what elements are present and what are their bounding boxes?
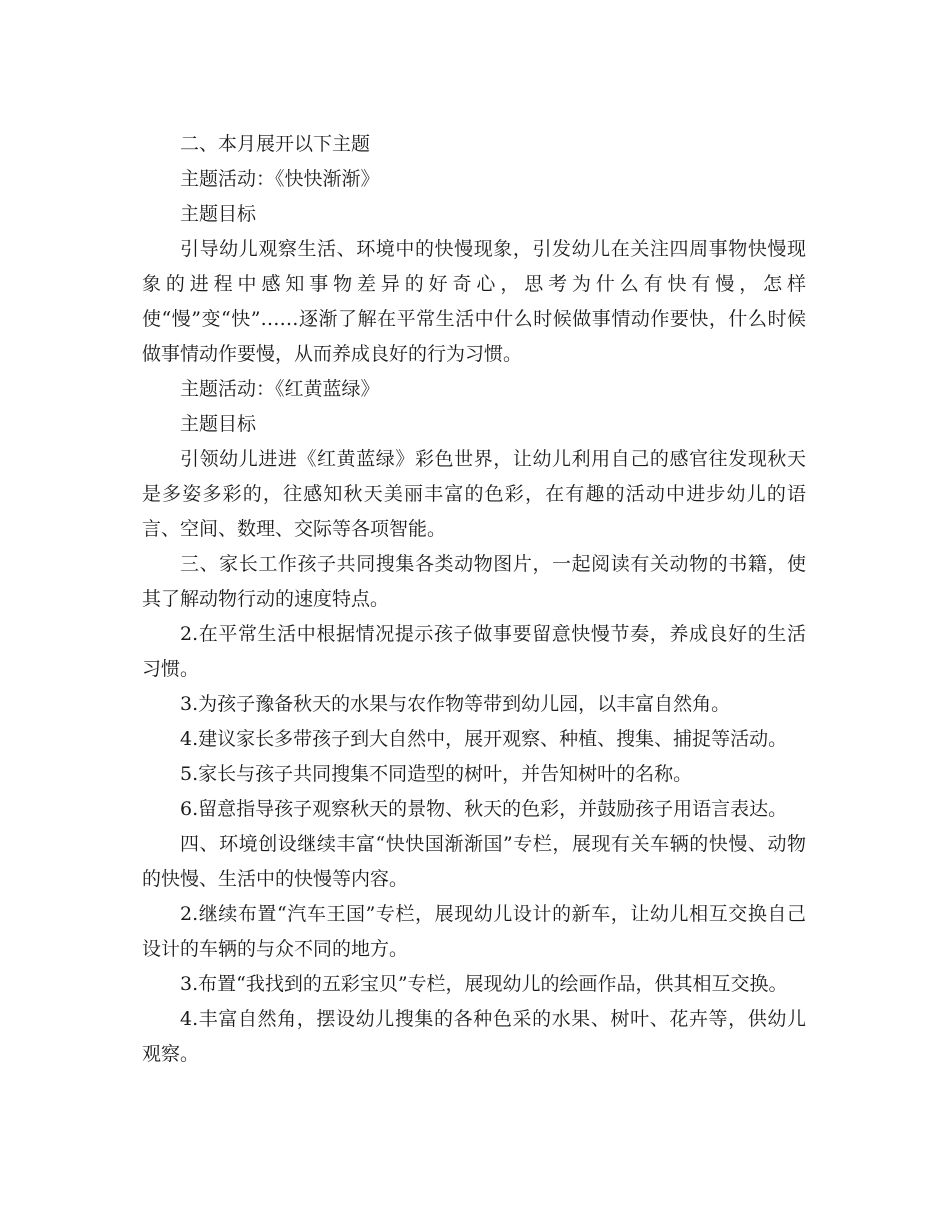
section-heading: 二、本月展开以下主题	[180, 133, 371, 155]
section-heading-paragraph: 四、环境创设继续丰富“快快国渐渐国”专栏，展现有关车辆的快慢、动物的快慢、生活中的快慢等内容。	[142, 833, 806, 890]
list-item: 2.继续布置“汽车王国”专栏，展现幼儿设计的新车，让幼儿相互交换自己设计的车辆的与众不同的地方。	[142, 903, 806, 960]
list-item: 2.在平常生活中根据情况提示孩子做事要留意快慢节奏，养成良好的生活习惯。	[142, 623, 806, 680]
theme-title: 主题活动：《红黄蓝绿》	[180, 378, 380, 400]
list-item: 3.为孩子豫备秋天的水果与农作物等带到幼儿园，以丰富自然角。	[180, 693, 731, 715]
list-item: 5.家长与孩子共同搜集不同造型的树叶，并告知树叶的名称。	[180, 763, 693, 785]
list-item: 4.建议家长多带孩子到大自然中，展开观察、种植、搜集、捕捉等活动。	[180, 728, 788, 750]
body-paragraph: 引导幼儿观察生活、环境中的快慢现象，引发幼儿在关注四周事物快慢现象的进程中感知事物差异的好奇心，思考为什么有快有慢，怎样使“慢”变“快”……逐渐了解在平常生活中什么时候做事情动作要快，什么时候做事情动作要慢，从而养成良好的行为习惯。	[142, 238, 806, 365]
theme-goal-label: 主题目标	[180, 203, 257, 225]
section-heading-paragraph: 三、家长工作孩子共同搜集各类动物图片，一起阅读有关动物的书籍，使其了解动物行动的速度特点。	[142, 553, 806, 610]
body-paragraph: 引领幼儿进进《红黄蓝绿》彩色世界，让幼儿利用自己的感官往发现秋天是多姿多彩的，往感知秋天美丽丰富的色彩，在有趣的活动中进步幼儿的语言、空间、数理、交际等各项智能。	[142, 448, 806, 540]
list-item: 3.布置“我找到的五彩宝贝”专栏，展现幼儿的绘画作品，供其相互交换。	[180, 973, 788, 995]
theme-goal-label: 主题目标	[180, 413, 257, 435]
list-item: 6.留意指导孩子观察秋天的景物、秋天的色彩，并鼓励孩子用语言表达。	[180, 798, 788, 820]
theme-title: 主题活动：《快快渐渐》	[180, 168, 380, 190]
list-item: 4.丰富自然角，摆设幼儿搜集的各种色采的水果、树叶、花卉等，供幼儿观察。	[142, 1008, 806, 1065]
document-body	[142, 127, 806, 1072]
